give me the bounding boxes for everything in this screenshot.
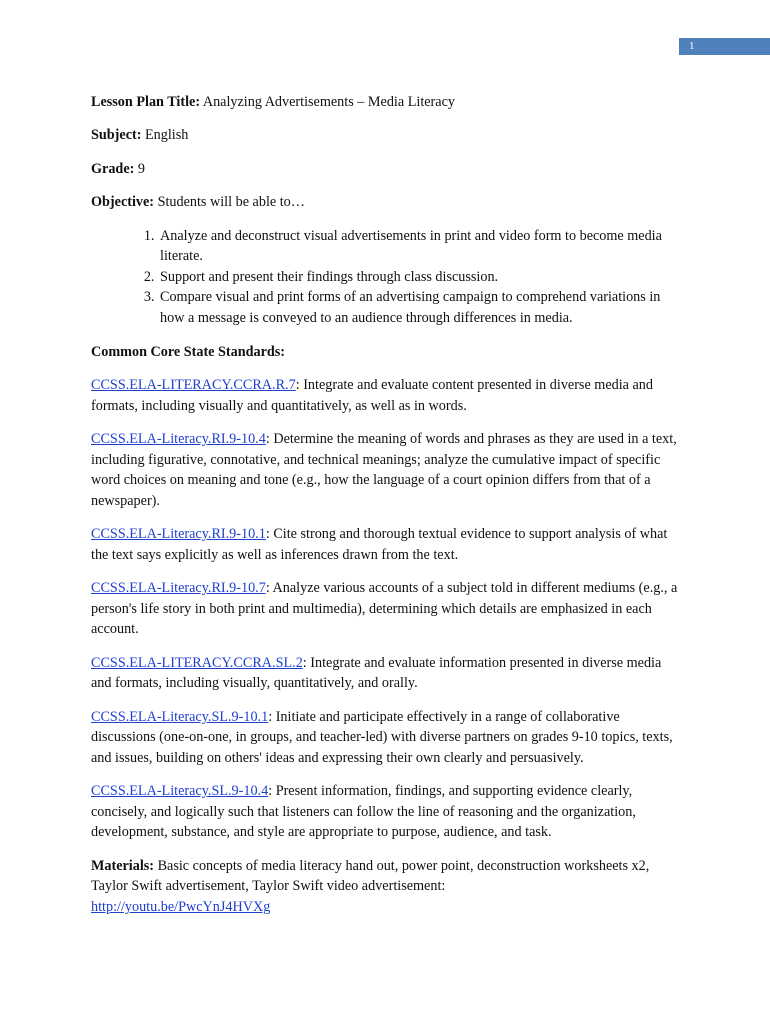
- standard-item: [91, 429, 681, 511]
- lesson-plan-document: [91, 92, 681, 918]
- subject-line: [91, 125, 681, 146]
- video-link[interactable]: http://youtu.be/PwcYnJ4HVXg: [91, 898, 271, 915]
- standard-description: : Analyze various accounts of a subject told in different mediums (e.g., a person's life story in both print and multimedia), determining which details are emphasized in each account.: [91, 580, 678, 638]
- standard-item: [91, 578, 681, 640]
- standard-item: [91, 781, 681, 843]
- materials-text: Basic concepts of media literacy hand out, power point, deconstruction worksheets x2, Taylor Swift advertisement, Taylor Swift video advertisement:: [91, 857, 650, 895]
- grade-value: 9: [137, 160, 145, 177]
- standard-item: [91, 375, 681, 416]
- standard-description: : Cite strong and thorough textual evidence to support analysis of what the text says explicitly as well as inferences drawn from the text.: [91, 526, 668, 563]
- page-number-badge: [679, 38, 770, 55]
- standard-link[interactable]: CCSS.ELA-LITERACY.CCRA.R.7: [91, 376, 296, 393]
- standard-link[interactable]: CCSS.ELA-Literacy.SL.9-10.4: [91, 783, 269, 800]
- standard-item: [91, 653, 681, 694]
- objective-label: Objective:: [91, 194, 155, 211]
- page-number: 1: [689, 40, 695, 52]
- standard-link[interactable]: CCSS.ELA-Literacy.RI.9-10.1: [91, 526, 266, 543]
- standard-link[interactable]: CCSS.ELA-Literacy.SL.9-10.1: [91, 708, 269, 725]
- standard-item: [91, 524, 681, 565]
- standards-heading: [91, 342, 681, 363]
- standard-link[interactable]: CCSS.ELA-Literacy.RI.9-10.7: [91, 580, 266, 597]
- objective-item: 2. Support and present their findings through class discussion.: [158, 267, 681, 288]
- materials-paragraph: [91, 856, 681, 918]
- lesson-title-line: [91, 92, 681, 113]
- lesson-title-label: Lesson Plan Title:: [91, 94, 201, 110]
- standard-description: : Initiate and participate effectively in a range of collaborative discussions (one-on-one, in groups, and teacher-led) with diverse partners on grades 9-10 topics, texts, and issues, building on others' ideas and expressing their own clearly and persuasively.: [91, 708, 673, 766]
- standard-description: : Integrate and evaluate information presented in diverse media and formats, including visually, quantitatively, and orally.: [91, 654, 662, 692]
- standard-description: : Present information, findings, and supporting evidence clearly, concisely, and logically such that listeners can follow the line of reasoning and the organization, development, substance, and style are appropriate to purpose, audience, and task.: [91, 783, 636, 841]
- grade-label: Grade:: [91, 160, 135, 177]
- standard-item: [91, 707, 681, 769]
- objectives-list: [91, 226, 681, 329]
- standard-description: : Integrate and evaluate content presented in diverse media and formats, including visually and quantitatively, as well as in words.: [91, 376, 653, 414]
- objective-item: 1. Analyze and deconstruct visual advertisements in print and video form to become media literate.: [158, 226, 681, 267]
- grade-line: [91, 159, 681, 180]
- objective-item: 3. Compare visual and print forms of an advertising campaign to comprehend variations in how a message is conveyed to an audience through differences in media.: [158, 287, 681, 328]
- objective-line: [91, 192, 681, 213]
- objective-value: Students will be able to…: [157, 194, 305, 211]
- lesson-title-value: Analyzing Advertisements – Media Literacy: [202, 94, 455, 110]
- standard-description: : Determine the meaning of words and phrases as they are used in a text, including figurative, connotative, and technical meanings; analyze the cumulative impact of specific word choices on meaning and tone (e.g., how the language of a court opinion differs from that of a newspaper).: [91, 430, 677, 509]
- subject-label: Subject:: [91, 127, 142, 144]
- standard-link[interactable]: CCSS.ELA-LITERACY.CCRA.SL.2: [91, 654, 303, 671]
- standards-heading-text: Common Core State Standards:: [91, 343, 286, 360]
- standard-link[interactable]: CCSS.ELA-Literacy.RI.9-10.4: [91, 430, 266, 447]
- materials-label: Materials:: [91, 857, 155, 874]
- subject-value: English: [145, 127, 189, 144]
